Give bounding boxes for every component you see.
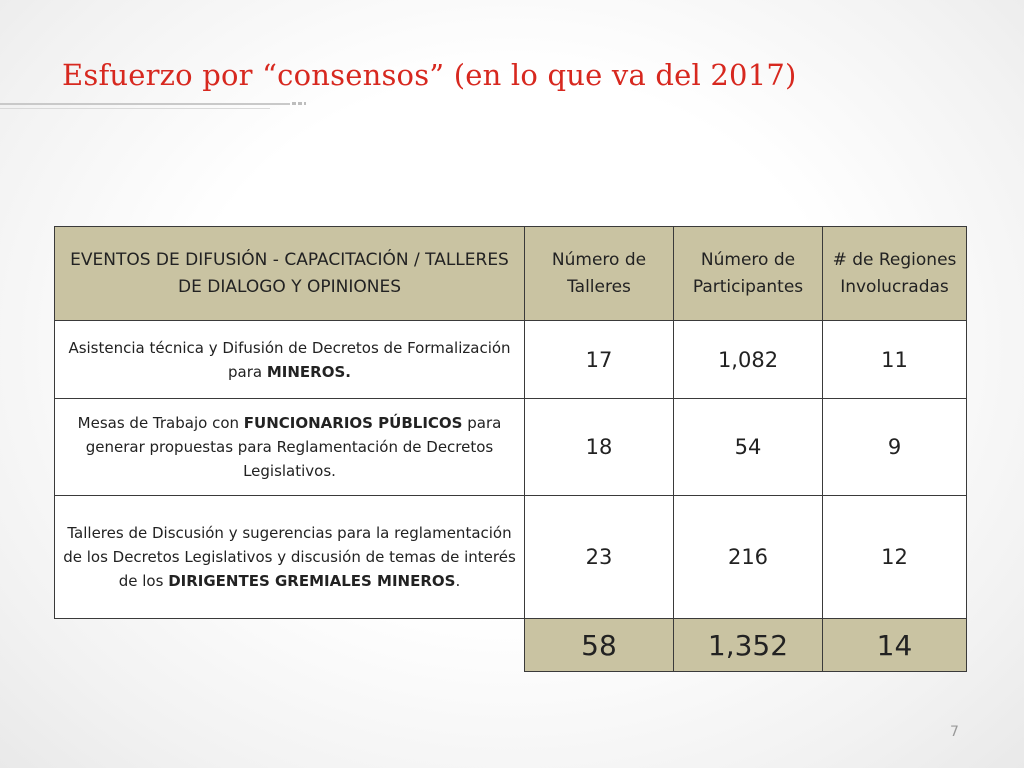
page-number: 7 — [950, 724, 959, 740]
header-talleres: Número de Talleres — [525, 227, 674, 321]
total-talleres: 58 — [525, 619, 674, 672]
totals-spacer — [55, 619, 525, 672]
events-table — [54, 226, 967, 672]
row-talleres: 17 — [525, 321, 674, 399]
row-regiones: 12 — [823, 496, 967, 619]
row-description: Asistencia técnica y Difusión de Decretos de Formalización para MINEROS. — [55, 321, 525, 399]
header-regiones: # de Regiones Involucradas — [823, 227, 967, 321]
row-participantes: 1,082 — [674, 321, 823, 399]
total-regiones: 14 — [823, 619, 967, 672]
row-regiones: 9 — [823, 399, 967, 496]
header-events: EVENTOS DE DIFUSIÓN - CAPACITACIÓN / TALLERES DE DIALOGO Y OPINIONES — [55, 227, 525, 321]
totals-row — [55, 619, 967, 672]
title-underline-dots — [292, 102, 306, 105]
row-participantes: 216 — [674, 496, 823, 619]
row-participantes: 54 — [674, 399, 823, 496]
row-regiones: 11 — [823, 321, 967, 399]
table-row — [55, 496, 967, 619]
row-talleres: 23 — [525, 496, 674, 619]
total-participantes: 1,352 — [674, 619, 823, 672]
row-description: Talleres de Discusión y sugerencias para la reglamentación de los Decretos Legislativos y discusión de temas de interés de los DIRIGENTES GREMIALES MINEROS. — [55, 496, 525, 619]
table-row — [55, 321, 967, 399]
header-participantes: Número de Participantes — [674, 227, 823, 321]
title-underline — [0, 103, 290, 105]
title-underline-secondary — [0, 108, 270, 109]
row-description: Mesas de Trabajo con FUNCIONARIOS PÚBLICOS para generar propuestas para Reglamentación de Decretos Legislativos. — [55, 399, 525, 496]
row-talleres: 18 — [525, 399, 674, 496]
table-header-row — [55, 227, 967, 321]
table-row — [55, 399, 967, 496]
slide-title: Esfuerzo por “consensos” (en lo que va del 2017) — [62, 58, 797, 92]
